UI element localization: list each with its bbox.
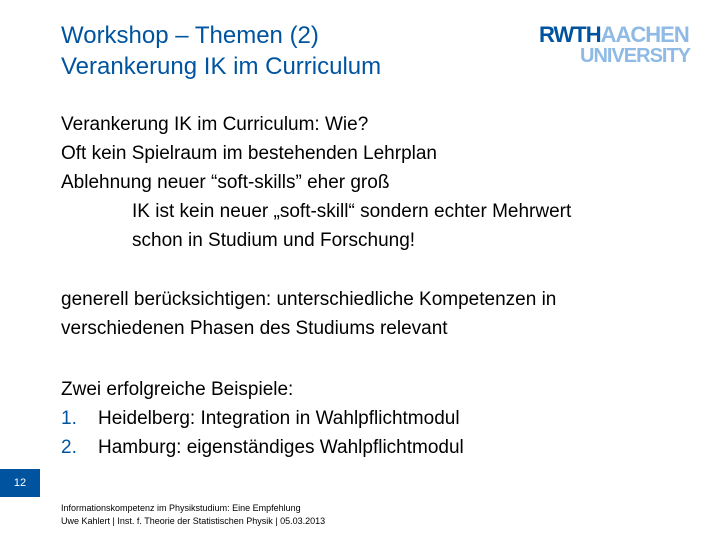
body-line: generell berücksichtigen: unterschiedliche Kompetenzen in [61, 289, 557, 310]
page-number: 12 [0, 469, 40, 497]
body-line: Zwei erfolgreiche Beispiele: [61, 379, 294, 400]
logo-rwth: RWTH [539, 22, 601, 47]
logo-line-1 [539, 24, 689, 46]
title-line-1: Workshop – Themen (2) [61, 22, 319, 49]
body-line: Ablehnung neuer “soft-skills” eher groß [61, 172, 390, 193]
body-line: Oft kein Spielraum im bestehenden Lehrplan [61, 143, 438, 164]
list-text: Heidelberg: Integration in Wahlpflichtmodul [98, 408, 460, 429]
list-item [61, 433, 691, 462]
body-line: Verankerung IK im Curriculum: Wie? [61, 114, 369, 135]
body-line: verschiedenen Phasen des Studiums relevant [61, 318, 448, 339]
list-number: 2. [61, 437, 77, 458]
footer [61, 502, 325, 528]
logo-university: UNIVERSITY [580, 45, 691, 67]
footer-line-2: Uwe Kahlert | Inst. f. Theorie der Statistischen Physik | 05.03.2013 [61, 516, 326, 526]
list-number: 1. [61, 408, 77, 429]
rwth-logo [539, 24, 691, 68]
slide-title [61, 20, 381, 82]
title-line-2: Verankerung IK im Curriculum [61, 53, 382, 80]
slide-body [61, 110, 691, 462]
footer-line-1: Informationskompetenz im Physikstudium: Eine Empfehlung [61, 503, 301, 513]
body-subline: schon in Studium und Forschung! [132, 230, 416, 251]
list-text: Hamburg: eigenständiges Wahlpflichtmodul [98, 437, 464, 458]
list-item [61, 404, 691, 433]
logo-aachen: AACHEN [600, 22, 689, 47]
body-subline: IK ist kein neuer „soft-skill“ sondern echter Mehrwert [132, 201, 572, 222]
